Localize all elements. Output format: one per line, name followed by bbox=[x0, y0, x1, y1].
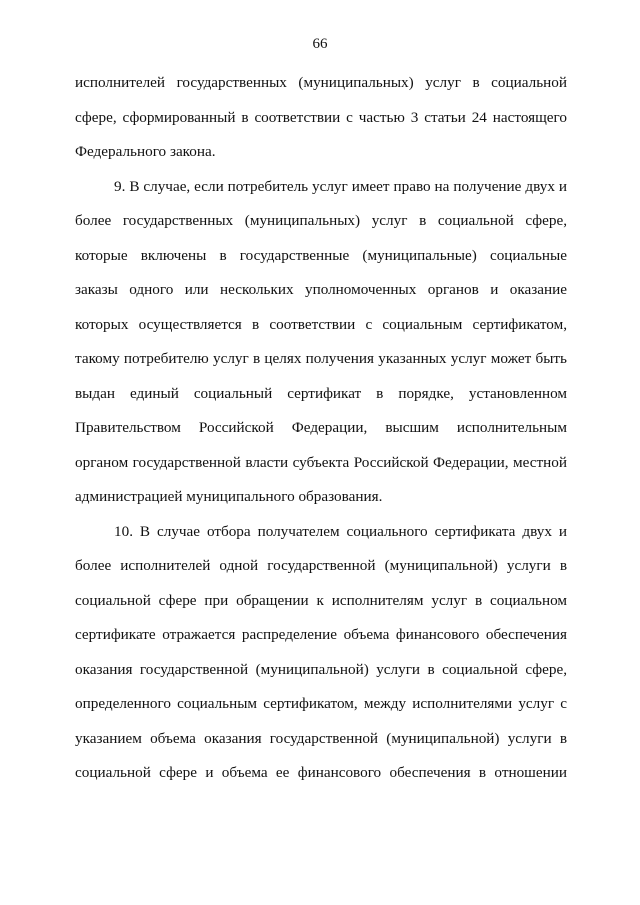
text-line: органом государственной власти субъекта Российской Федерации, местной bbox=[75, 453, 567, 471]
text-line: которых осуществляется в соответствии с социальным сертификатом, bbox=[75, 315, 567, 333]
text-line: социальной сфере и объема ее финансового обеспечения в отношении bbox=[75, 764, 567, 781]
text-line: такому потребителю услуг в целях получения указанных услуг может быть bbox=[75, 350, 567, 367]
text-line: социальной сфере при обращении к исполнителям услуг в социальном bbox=[75, 591, 567, 609]
text-line: 10. В случае отбора получателем социального сертификата двух и bbox=[114, 522, 567, 540]
text-line: указанием объема оказания государственной (муниципальной) услуги в bbox=[75, 729, 567, 747]
body-text bbox=[75, 66, 567, 791]
text-line: определенного социальным сертификатом, между исполнителями услуг с bbox=[75, 695, 567, 712]
text-line: оказания государственной (муниципальной) услуги в социальной сфере, bbox=[75, 660, 567, 678]
text-line: Правительством Российской Федерации, высшим исполнительным bbox=[75, 419, 567, 436]
text-line: сертификате отражается распределение объема финансового обеспечения bbox=[75, 626, 567, 643]
text-line: сфере, сформированный в соответствии с частью 3 статьи 24 настоящего bbox=[75, 108, 567, 126]
text-line: исполнителей государственных (муниципальных) услуг в социальной bbox=[75, 74, 567, 91]
text-line: заказы одного или нескольких уполномоченных органов и оказание bbox=[75, 281, 567, 298]
text-line: которые включены в государственные (муниципальные) социальные bbox=[75, 246, 567, 264]
text-line: 9. В случае, если потребитель услуг имеет право на получение двух и bbox=[114, 177, 567, 195]
text-line: более исполнителей одной государственной (муниципальной) услуги в bbox=[75, 557, 567, 574]
page-number: 66 bbox=[312, 36, 328, 52]
text-line: более государственных (муниципальных) услуг в социальной сфере, bbox=[75, 212, 567, 229]
text-line: администрацией муниципального образования. bbox=[75, 488, 383, 505]
text-line: Федерального закона. bbox=[75, 143, 216, 160]
text-line: выдан единый социальный сертификат в порядке, установленном bbox=[75, 384, 567, 402]
